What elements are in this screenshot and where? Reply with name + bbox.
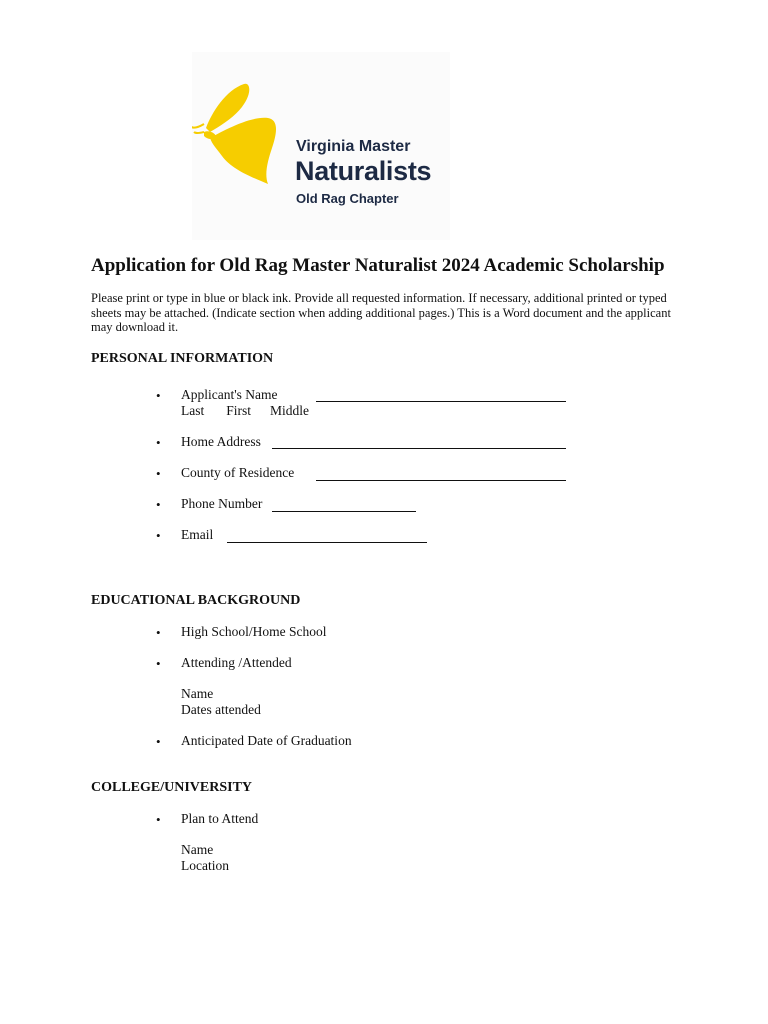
bullet: • <box>156 435 161 450</box>
bullet: • <box>156 812 161 827</box>
name-parts-caption <box>181 403 309 419</box>
dates-attended-label: Dates attended <box>181 702 261 717</box>
county-field[interactable] <box>316 480 566 481</box>
bullet: • <box>156 388 161 403</box>
bullet: • <box>156 497 161 512</box>
college-location-label: Location <box>181 858 229 873</box>
college-heading: COLLEGE/UNIVERSITY <box>91 780 253 795</box>
county-label: County of Residence <box>181 465 295 480</box>
home-address-field[interactable] <box>272 448 566 449</box>
page-title: Application for Old Rag Master Naturalist 2024 Academic Scholarship <box>91 255 665 276</box>
chapter-logo <box>192 52 450 240</box>
personal-info-heading: PERSONAL INFORMATION <box>91 351 274 366</box>
education-heading: EDUCATIONAL BACKGROUND <box>91 593 301 608</box>
butterfly-icon <box>192 52 302 192</box>
logo-line1: Virginia Master <box>296 138 411 155</box>
plan-to-attend-label: Plan to Attend <box>181 811 259 826</box>
name-part-first: First <box>226 403 252 418</box>
intro-paragraph: Please print or type in blue or black ink. Provide all requested information. If necessary, additional printed or typed sheets may be attached. (Indicate section when adding additional pages.) This is a Word document and the applicant may download it. <box>91 291 671 334</box>
school-name-label: Name <box>181 686 214 701</box>
bullet: • <box>156 734 161 749</box>
applicant-name-label: Applicant's Name <box>181 387 278 402</box>
applicant-name-field[interactable] <box>316 401 566 402</box>
name-part-middle: Middle <box>270 403 310 418</box>
phone-field[interactable] <box>272 511 416 512</box>
bullet: • <box>156 625 161 640</box>
bullet: • <box>156 656 161 671</box>
bullet: • <box>156 466 161 481</box>
bullet: • <box>156 528 161 543</box>
email-label: Email <box>181 527 214 542</box>
attending-label: Attending /Attended <box>181 655 292 670</box>
name-part-last: Last <box>181 403 205 418</box>
home-address-label: Home Address <box>181 434 261 449</box>
high-school-label: High School/Home School <box>181 624 327 639</box>
phone-label: Phone Number <box>181 496 263 511</box>
graduation-date-label: Anticipated Date of Graduation <box>181 733 352 748</box>
email-field[interactable] <box>227 542 427 543</box>
college-name-label: Name <box>181 842 214 857</box>
logo-line2: Naturalists <box>295 156 432 186</box>
logo-line3: Old Rag Chapter <box>296 191 399 206</box>
